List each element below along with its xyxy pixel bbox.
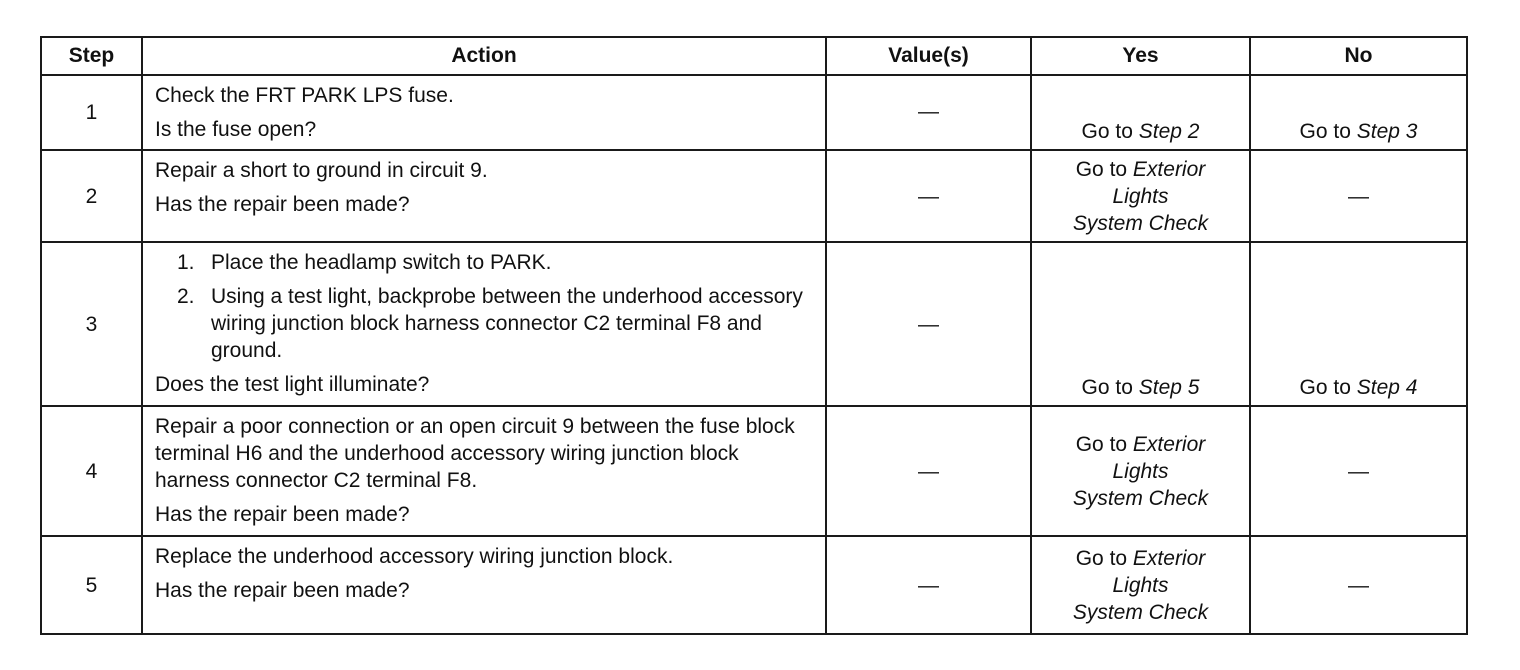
step-number: 4 [41, 406, 142, 536]
header-no: No [1250, 37, 1467, 75]
action-question: Has the repair been made? [155, 503, 410, 526]
value-dash: — [918, 459, 939, 483]
list-item [155, 249, 817, 276]
value-cell [826, 242, 1031, 406]
yes-link-line1: Exterior [1132, 432, 1206, 456]
list-item-text: Place the headlamp switch to PARK. [211, 251, 552, 274]
header-yes: Yes [1031, 37, 1250, 75]
value-dash: — [918, 573, 939, 597]
list-item-number: 2. [177, 285, 195, 308]
yes-link-line3: System Check [1072, 600, 1209, 624]
table-row [41, 406, 1467, 536]
header-row [41, 37, 1467, 75]
no-link: Step 3 [1356, 120, 1418, 143]
table-row [41, 242, 1467, 406]
yes-link-line2: Lights [1112, 459, 1169, 483]
yes-prefix: Go to [1075, 432, 1133, 456]
table-row [41, 536, 1467, 634]
diagnostic-table [40, 36, 1468, 635]
action-cell [142, 536, 826, 634]
yes-prefix: Go to [1075, 157, 1133, 181]
yes-link-line3: System Check [1072, 211, 1209, 235]
yes-cell [1031, 150, 1250, 242]
action-question: Has the repair been made? [155, 193, 410, 216]
yes-link-line3: System Check [1072, 486, 1209, 510]
action-question: Does the test light illuminate? [155, 373, 430, 396]
step-number: 3 [41, 242, 142, 406]
yes-prefix: Go to [1081, 376, 1139, 399]
action-text: Replace the underhood accessory wiring junction block. [155, 545, 674, 568]
value-dash: — [918, 312, 939, 336]
no-cell [1250, 406, 1467, 536]
action-text: Repair a poor connection or an open circuit 9 between the fuse block terminal H6 and the underhood accessory wiring junction block harness connector C2 terminal F8. [155, 415, 795, 492]
step-number: 1 [41, 75, 142, 150]
no-cell [1250, 536, 1467, 634]
no-dash: — [1348, 459, 1369, 483]
yes-prefix: Go to [1081, 120, 1139, 143]
list-item-number: 1. [177, 251, 195, 274]
no-dash: — [1348, 184, 1369, 208]
no-cell [1250, 150, 1467, 242]
table-row [41, 75, 1467, 150]
table-row [41, 150, 1467, 242]
no-prefix: Go to [1299, 120, 1357, 143]
value-dash: — [918, 184, 939, 208]
no-prefix: Go to [1299, 376, 1357, 399]
value-cell [826, 406, 1031, 536]
no-link: Step 4 [1356, 376, 1418, 399]
no-cell [1250, 242, 1467, 406]
header-values: Value(s) [826, 37, 1031, 75]
header-action: Action [142, 37, 826, 75]
action-cell [142, 406, 826, 536]
action-text: Repair a short to ground in circuit 9. [155, 159, 488, 182]
yes-cell [1031, 536, 1250, 634]
value-cell [826, 536, 1031, 634]
value-cell [826, 75, 1031, 150]
yes-link-line1: Exterior [1132, 546, 1206, 570]
action-cell [142, 150, 826, 242]
action-question: Has the repair been made? [155, 579, 410, 602]
yes-link-line2: Lights [1112, 184, 1169, 208]
yes-link-line1: Exterior [1132, 157, 1206, 181]
step-number: 5 [41, 536, 142, 634]
list-item [155, 283, 817, 364]
no-cell [1250, 75, 1467, 150]
action-cell [142, 75, 826, 150]
value-cell [826, 150, 1031, 242]
yes-link: Step 2 [1138, 120, 1200, 143]
yes-link: Step 5 [1138, 376, 1200, 399]
list-item-text: Using a test light, backprobe between the underhood accessory wiring junction block harness connector C2 terminal F8 and ground. [211, 285, 803, 362]
no-dash: — [1348, 573, 1369, 597]
action-cell [142, 242, 826, 406]
yes-prefix: Go to [1075, 546, 1133, 570]
yes-link-line2: Lights [1112, 573, 1169, 597]
yes-cell [1031, 406, 1250, 536]
action-question: Is the fuse open? [155, 118, 317, 141]
action-text: Check the FRT PARK LPS fuse. [155, 84, 454, 107]
yes-cell [1031, 242, 1250, 406]
step-number: 2 [41, 150, 142, 242]
yes-cell [1031, 75, 1250, 150]
header-step: Step [41, 37, 142, 75]
value-dash: — [918, 100, 939, 123]
